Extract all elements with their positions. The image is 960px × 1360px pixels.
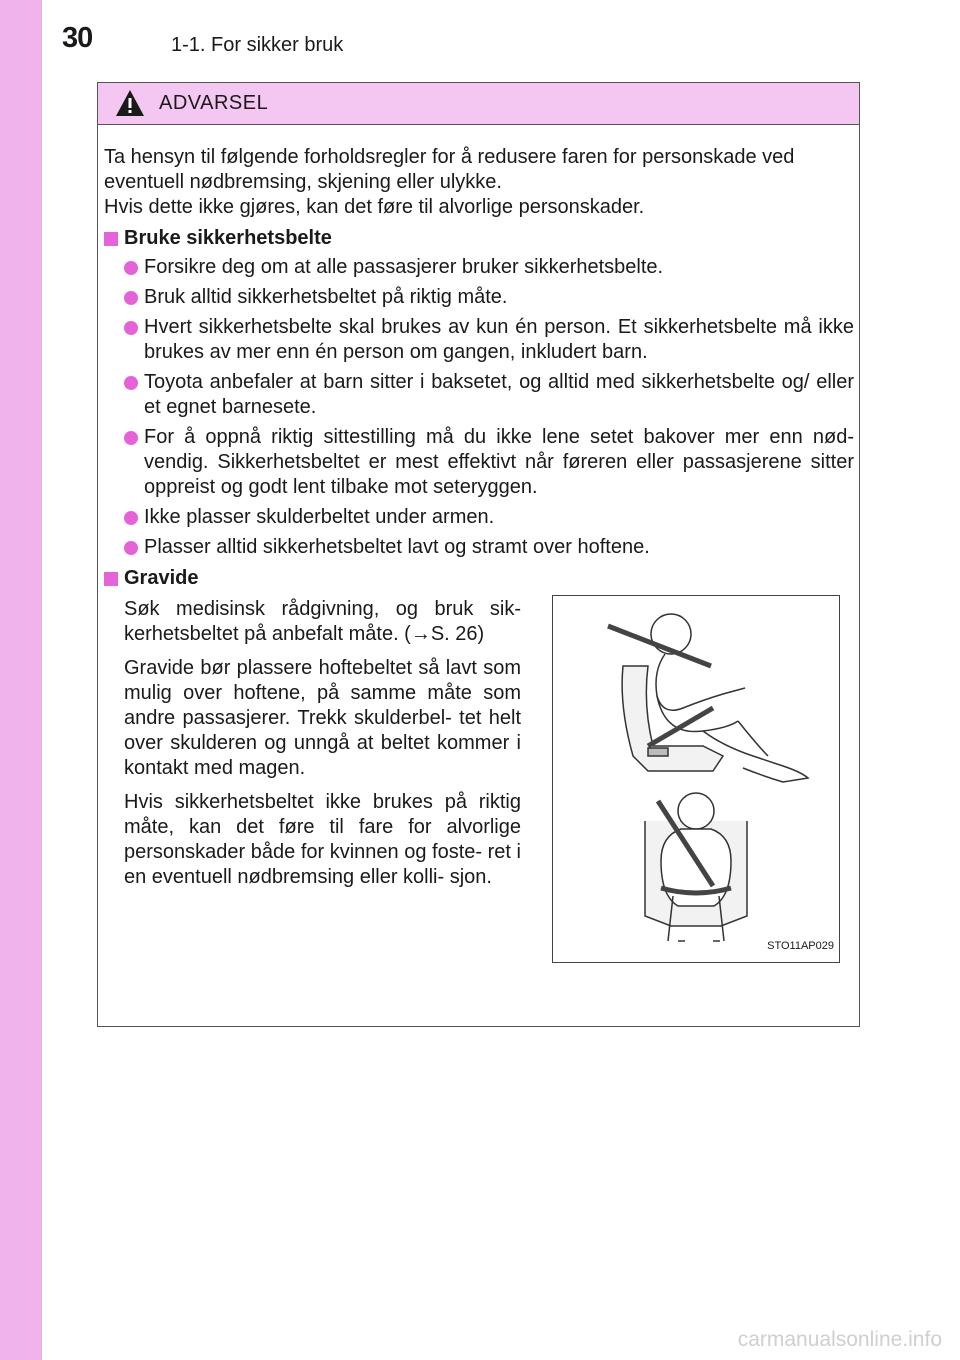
pregnant-section xyxy=(104,597,854,997)
warning-content xyxy=(104,145,854,997)
section-title: 1-1. For sikker bruk xyxy=(171,34,344,56)
circle-bullet-icon xyxy=(124,321,138,335)
intro-paragraph: Hvis dette ikke gjøres, kan det føre til alvorlige personskader. xyxy=(104,196,645,218)
section-heading-seatbelt: Bruke sikkerhetsbelte xyxy=(104,226,854,251)
warning-icon xyxy=(115,89,145,117)
list-item: For å oppnå riktig sittestilling må du ikke lene setet bakover mer enn nød- vendig. Sikkerhetsbeltet er mest effektivt når føreren eller passasjerene sitter oppreist og godt lent tilbake mot seteryggen. xyxy=(104,425,854,500)
warning-title: ADVARSEL xyxy=(159,92,269,114)
list-item: Ikke plasser skulderbeltet under armen. xyxy=(104,505,854,530)
circle-bullet-icon xyxy=(124,291,138,305)
list-item: Toyota anbefaler at barn sitter i baksetet, og alltid med sikkerhetsbelte og/ eller et egnet barnesete. xyxy=(104,370,854,420)
list-item: Hvert sikkerhetsbelte skal brukes av kun én person. Et sikkerhetsbelte må ikke brukes av mer enn én person om gangen, inkludert barn. xyxy=(104,315,854,365)
pregnant-text xyxy=(124,597,521,899)
list-item: Plasser alltid sikkerhetsbeltet lavt og stramt over hoftene. xyxy=(104,535,854,560)
seatbelt-bullet-list xyxy=(104,255,854,560)
section-heading-pregnant: Gravide xyxy=(104,566,854,591)
warning-box xyxy=(97,82,860,1027)
list-item: Bruk alltid sikkerhetsbeltet på riktig måte. xyxy=(104,285,854,310)
list-item: Forsikre deg om at alle passasjerer bruker sikkerhetsbelte. xyxy=(104,255,854,280)
watermark: carmanualsonline.info xyxy=(737,1328,942,1351)
figure-code: STO11AP029 xyxy=(767,940,834,952)
circle-bullet-icon xyxy=(124,261,138,275)
circle-bullet-icon xyxy=(124,431,138,445)
intro-text xyxy=(104,145,854,220)
paragraph: Søk medisinsk rådgivning, og bruk sik- kerhetsbeltet på anbefalt måte. (→S. 26) xyxy=(124,598,521,645)
square-bullet-icon xyxy=(104,232,118,246)
paragraph: Gravide bør plassere hoftebeltet så lavt som mulig over hoftene, på samme måte som andre passasjerer. Trekk skulderbel- tet helt over skulderen og unngå at beltet kommer i kontakt med magen. xyxy=(124,657,521,779)
intro-paragraph: Ta hensyn til følgende forholdsregler for å redusere faren for personskade ved eventuell nødbremsing, skjening eller ulykke. xyxy=(104,146,795,193)
warning-header xyxy=(98,83,859,125)
page-number: 30 xyxy=(62,22,93,54)
seatbelt-illustration-drawing xyxy=(553,596,839,962)
circle-bullet-icon xyxy=(124,376,138,390)
square-bullet-icon xyxy=(104,572,118,586)
pregnant-seatbelt-illustration xyxy=(552,595,840,963)
circle-bullet-icon xyxy=(124,511,138,525)
side-tab-bar xyxy=(0,0,42,1360)
paragraph: Hvis sikkerhetsbeltet ikke brukes på riktig måte, kan det føre til fare for alvorlige personskader både for kvinnen og foste- ret i en eventuell nødbremsing eller kolli- sjon. xyxy=(124,791,521,888)
circle-bullet-icon xyxy=(124,541,138,555)
